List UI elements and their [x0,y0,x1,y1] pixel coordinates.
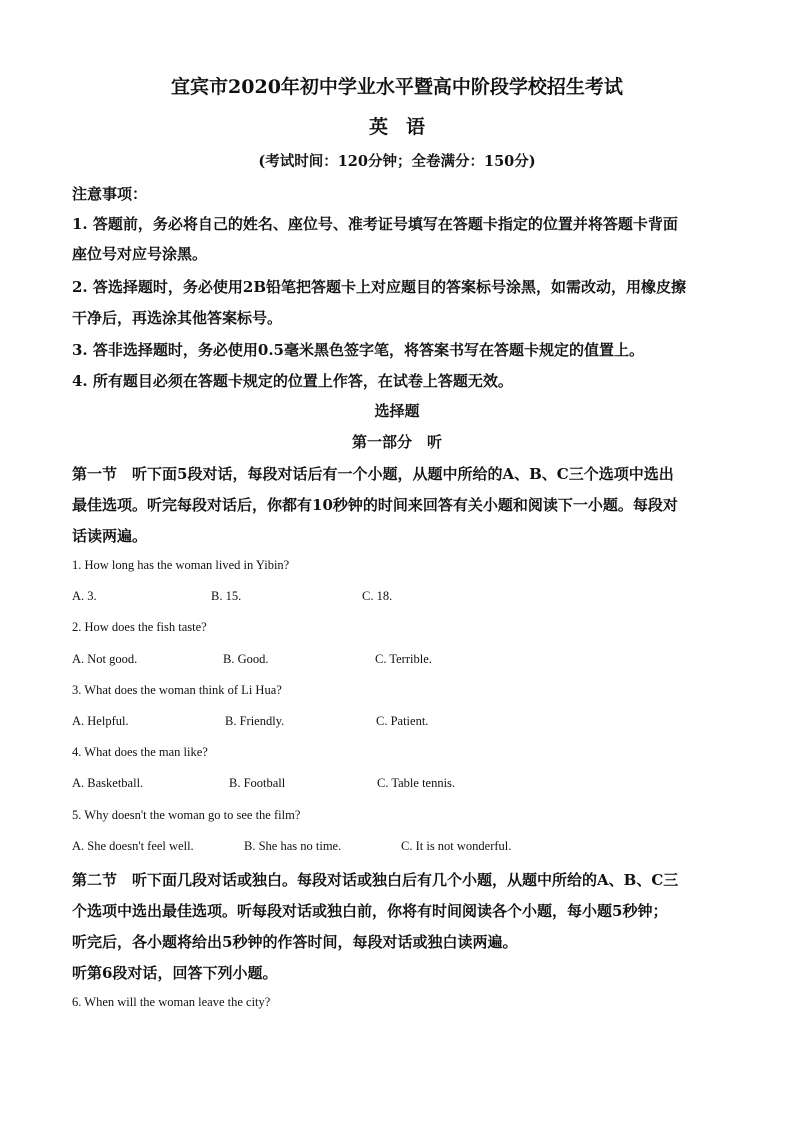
section2-instruction: 第二节 听下面几段对话或独白。每段对话或独白后有几个小题，从题中所给的A、B、C三 [72,871,679,889]
note-line: 4. 所有题目必须在答题卡规定的位置上作答，在试卷上答题无效。 [72,372,513,390]
option-c: C. 18. [362,589,393,603]
option-b: B. She has no time. [244,839,342,853]
option-b: B. 15. [211,589,242,603]
question-text: 3. What does the woman think of Li Hua? [72,683,282,697]
section1-instruction: 最佳选项。听完每段对话后，你都有10秒钟的时间来回答有关小题和阅读下一小题。每段对 [72,496,678,514]
option-a: A. Not good. [72,652,138,666]
note-line: 干净后，再选涂其他答案标号。 [72,309,283,327]
option-b: B. Good. [223,652,269,666]
option-c: C. Terrible. [375,652,432,666]
option-a: A. Helpful. [72,714,129,728]
section1-instruction: 第一节 听下面5段对话，每段对话后有一个小题，从题中所给的A、B、C三个选项中选出 [72,465,674,483]
option-c: C. It is not wonderful. [401,839,512,853]
note-line: 座位号对应号涂黑。 [72,245,208,263]
part-heading: 第一部分 听 [351,433,442,451]
dialogue-instruction: 听第6段对话，回答下列小题。 [72,964,278,982]
option-b: B. Football [229,776,286,790]
option-c: C. Table tennis. [377,776,456,790]
note-line: 1. 答题前，务必将自己的姓名、座位号、准考证号填写在答题卡指定的位置并将答题卡背面 [72,215,678,233]
question-text: 6. When will the woman leave the city? [72,995,271,1009]
option-c: C. Patient. [376,714,429,728]
note-line: 2. 答选择题时，务必使用2B铅笔把答题卡上对应题目的答案标号涂黑，如需改动，用橡皮擦 [72,278,687,296]
section2-instruction: 个选项中选出最佳选项。听每段对话或独白前，你将有时间阅读各个小题，每小题5秒钟； [72,902,668,920]
option-a: A. She doesn't feel well. [72,839,194,853]
section1-instruction: 话读两遍。 [72,527,148,545]
question-text: 2. How does the fish taste? [72,620,207,634]
notes-heading: 注意事项： [72,185,148,203]
option-a: A. 3. [72,589,97,603]
option-a: A. Basketball. [72,776,144,790]
option-b: B. Friendly. [225,714,285,728]
question-text: 1. How long has the woman lived in Yibin? [72,558,290,572]
exam-info: (考试时间：120分钟；全卷满分：150分) [258,153,536,170]
question-text: 4. What does the man like? [72,745,208,759]
note-line: 3. 答非选择题时，务必使用0.5毫米黑色签字笔，将答案书写在答题卡规定的值置上。 [72,341,644,359]
section2-instruction: 听完后，各小题将给出5秒钟的作答时间，每段对话或独白读两遍。 [72,933,518,951]
exam-title: 宜宾市2020年初中学业水平暨高中阶段学校招生考试 [171,76,623,98]
section-label: 选择题 [374,402,420,420]
question-text: 5. Why doesn't the woman go to see the film? [72,808,301,822]
subject-title: 英语 [368,116,443,138]
